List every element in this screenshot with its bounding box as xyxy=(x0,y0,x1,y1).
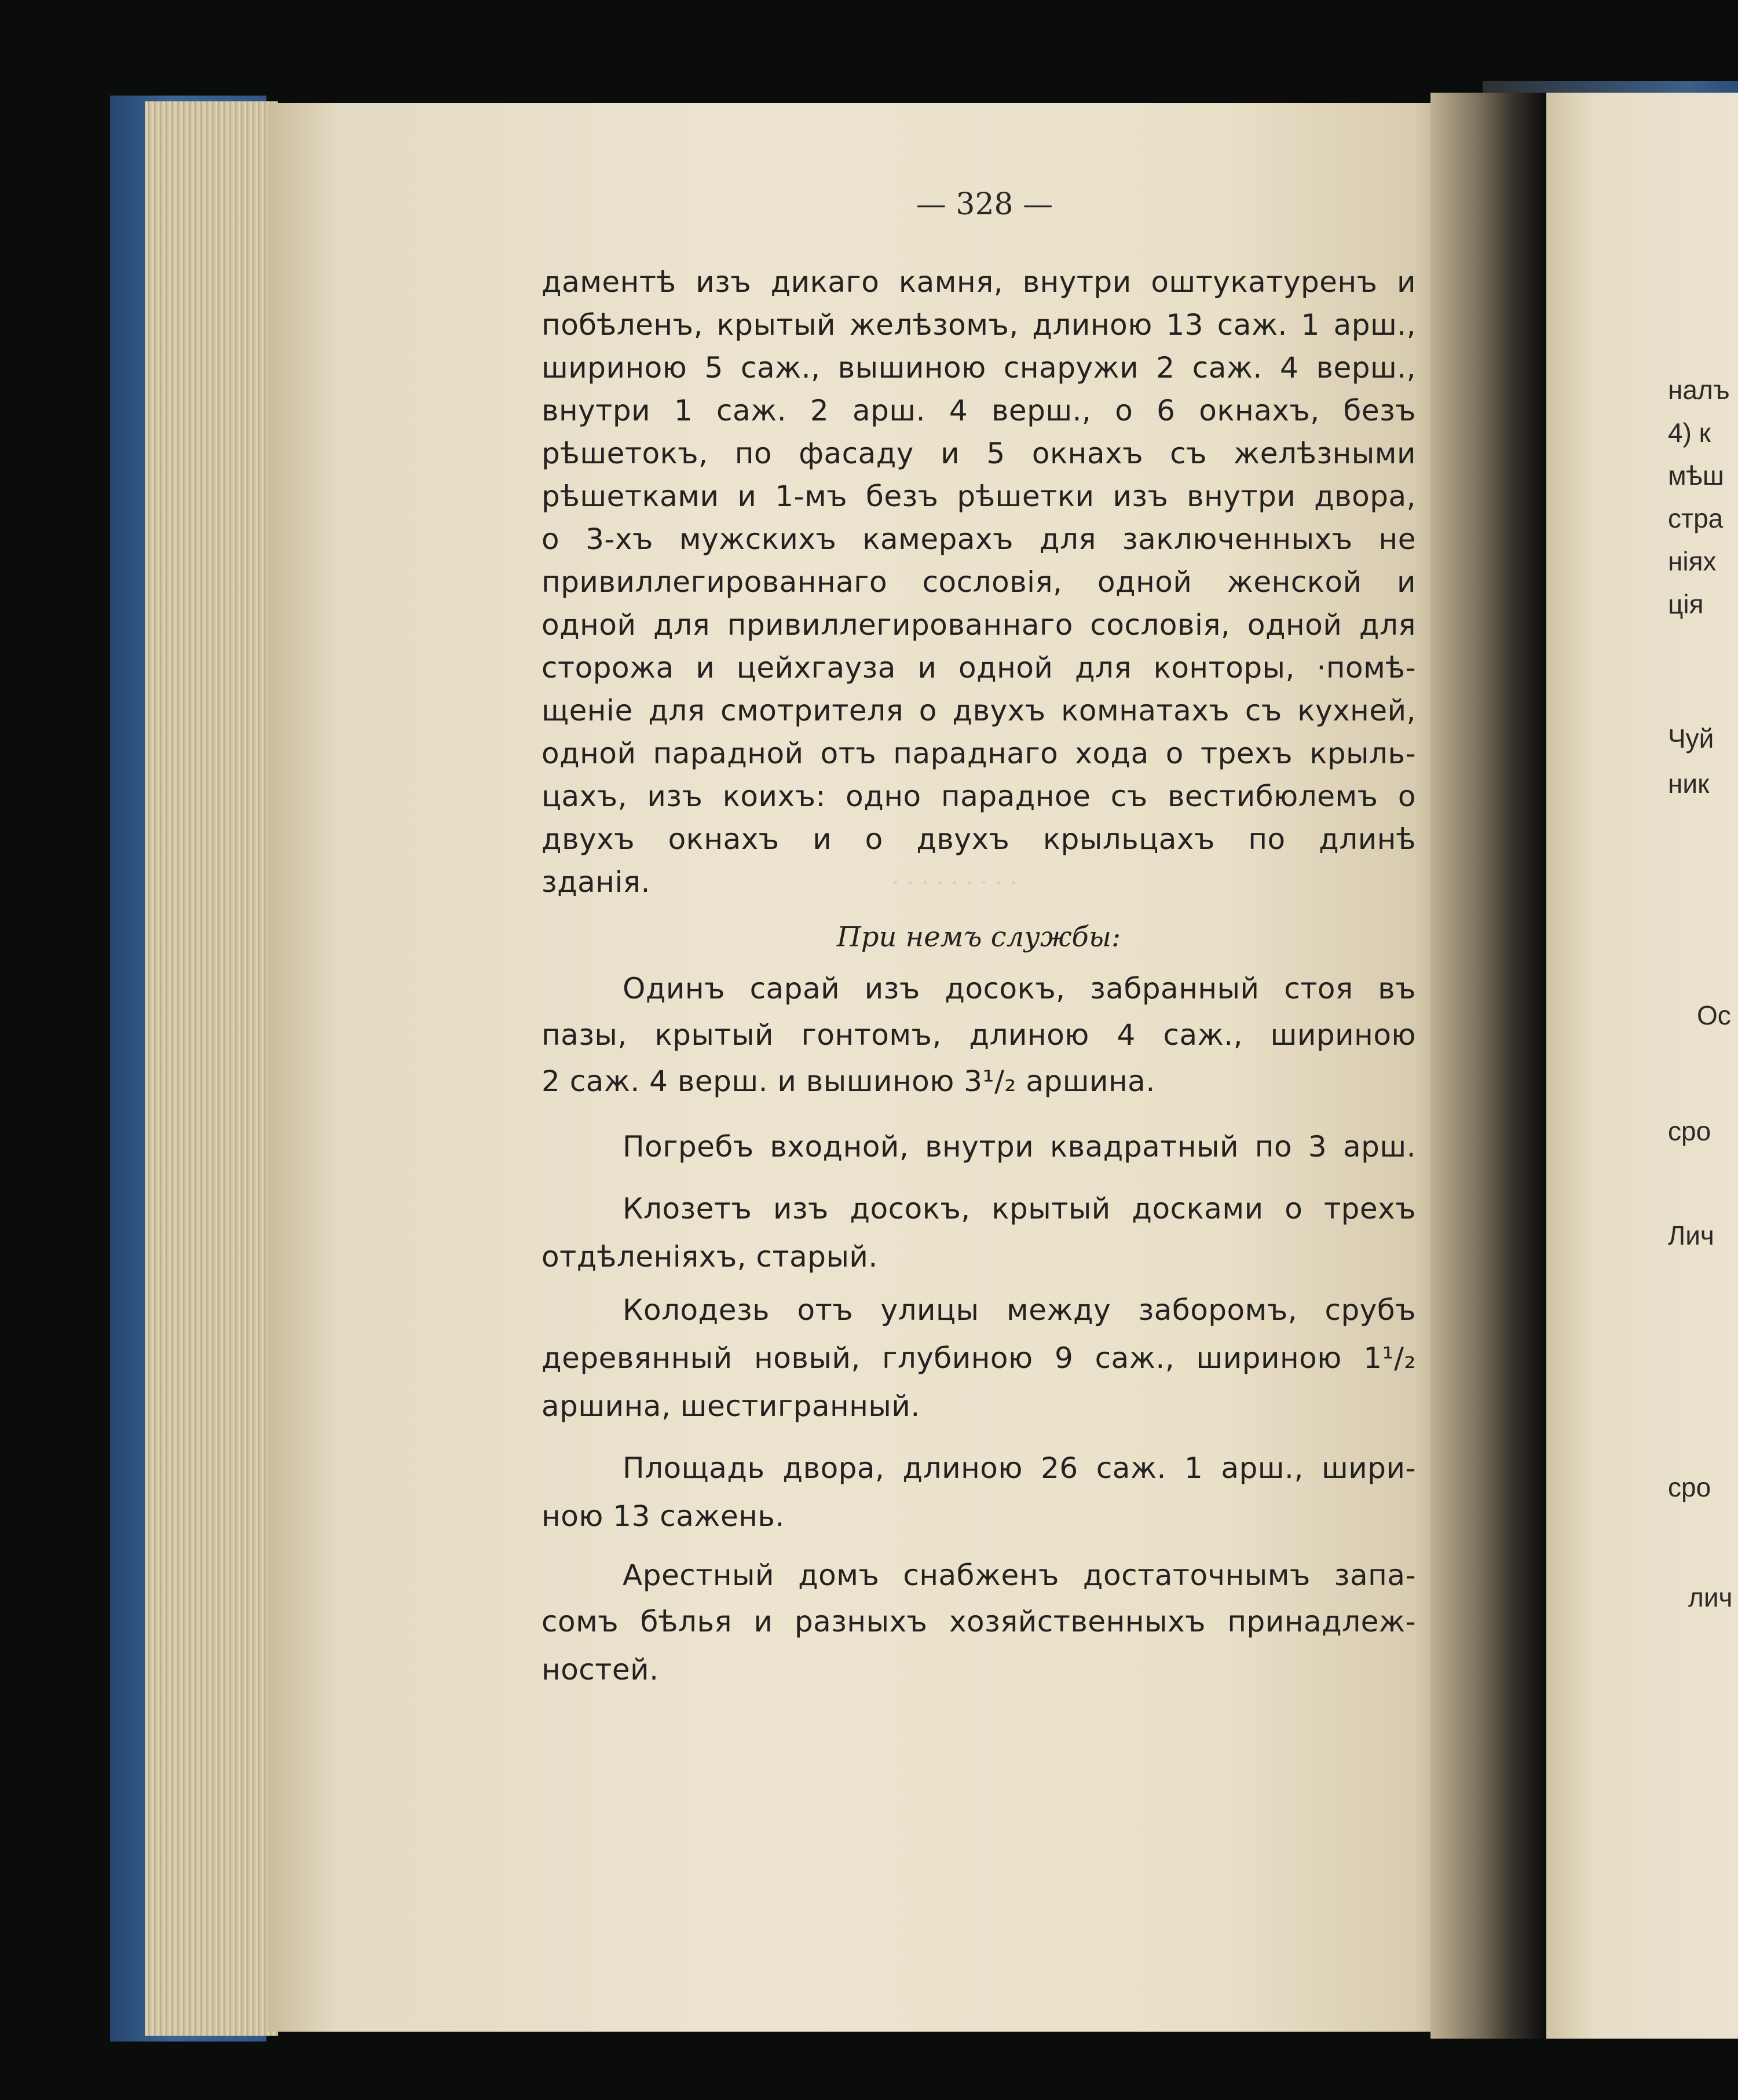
body-line: двухъ окнахъ и о двухъ крыльцахъ по длинѣ xyxy=(541,822,1416,856)
body-line: одной парадной отъ параднаго хода о трехъ крыль- xyxy=(541,737,1416,770)
right-fragment: ник xyxy=(1668,769,1710,799)
right-fragment: Ос xyxy=(1697,1000,1731,1030)
body-line: одной для привиллегированнаго сословія, одной для xyxy=(541,608,1416,642)
page-number: — 328 — xyxy=(916,187,1053,222)
paragraph-line: 2 саж. 4 верш. и вышиною 3¹/₂ аршина. xyxy=(541,1064,1155,1098)
book-gutter xyxy=(1430,93,1546,2039)
paragraph-line: Одинъ сарай изъ досокъ, забранный стоя въ xyxy=(623,972,1416,1005)
body-line: зданія. xyxy=(541,865,650,899)
paragraph-line: Арестный домъ снабженъ достаточнымъ запа- xyxy=(623,1558,1416,1592)
right-fragment: Чуй xyxy=(1668,723,1714,753)
body-line: рѣшетокъ, по фасаду и 5 окнахъ съ желѣзными xyxy=(541,437,1416,470)
body-line: побѣленъ, крытый желѣзомъ, длиною 13 саж. 1 арш., xyxy=(541,308,1416,342)
paragraph-line: Погребъ входной, внутри квадратный по 3 арш. xyxy=(623,1130,1416,1164)
body-line: о 3-хъ мужскихъ камерахъ для заключенныхъ не xyxy=(541,522,1416,556)
body-line: привиллегированнаго сословія, одной женской и xyxy=(541,565,1416,599)
body-line: щеніе для смотрителя о двухъ комнатахъ съ кухней, xyxy=(541,694,1416,727)
paragraph-line: деревянный новый, глубиною 9 саж., шириною 1¹/₂ xyxy=(541,1341,1416,1375)
body-line: даментѣ изъ дикаго камня, внутри оштукатуренъ и xyxy=(541,265,1416,299)
paragraph-line: Площадь двора, длиною 26 саж. 1 арш., шири- xyxy=(623,1451,1416,1485)
right-fragment: налъ xyxy=(1668,375,1730,405)
paragraph-line: Колодезь отъ улицы между заборомъ, срубъ xyxy=(623,1293,1416,1327)
right-fragment: мѣш xyxy=(1668,460,1724,491)
right-fragment: 4) к xyxy=(1668,418,1711,448)
right-fragment: Лич xyxy=(1668,1220,1714,1250)
right-fragment: сро xyxy=(1668,1472,1711,1502)
right-fragment: ція xyxy=(1668,589,1704,619)
paragraph-line: аршина, шестигранный. xyxy=(541,1389,920,1423)
right-fragment: стра xyxy=(1668,503,1724,533)
right-fragment: ніях xyxy=(1668,546,1717,576)
paragraph-line: ностей. xyxy=(541,1653,659,1686)
right-fragment: лич xyxy=(1688,1582,1733,1612)
paragraph-line: ною 13 сажень. xyxy=(541,1499,785,1533)
paragraph-line: отдѣленіяхъ, старый. xyxy=(541,1240,878,1274)
body-line: внутри 1 саж. 2 арш. 4 верш., о 6 окнахъ, безъ xyxy=(541,394,1416,427)
paragraph-line: пазы, крытый гонтомъ, длиною 4 саж., шириною xyxy=(541,1018,1416,1052)
body-line: рѣшетками и 1-мъ безъ рѣшетки изъ внутри двора, xyxy=(541,480,1416,513)
page-edges xyxy=(145,101,278,2036)
paragraph-line: Клозетъ изъ досокъ, крытый досками о трехъ xyxy=(623,1192,1416,1225)
show-through-text: . . . . . . . . . xyxy=(892,863,1018,890)
right-fragment: сро xyxy=(1668,1116,1711,1146)
body-line: цахъ, изъ коихъ: одно парадное съ вестибюлемъ о xyxy=(541,780,1416,813)
body-line: сторожа и цейхгауза и одной для конторы, ·помѣ- xyxy=(541,651,1416,685)
section-subheading: При немъ службы: xyxy=(836,921,1121,953)
paragraph-line: сомъ бѣлья и разныхъ хозяйственныхъ принадлеж- xyxy=(541,1605,1416,1638)
body-line: шириною 5 саж., вышиною снаружи 2 саж. 4 верш., xyxy=(541,351,1416,385)
